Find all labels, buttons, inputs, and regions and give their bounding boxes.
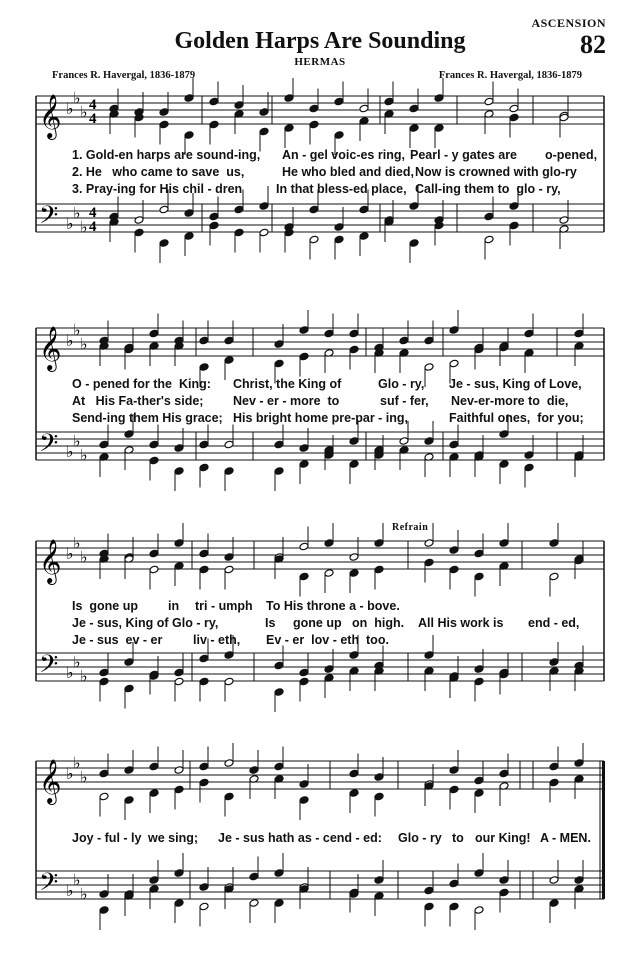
note-head	[509, 104, 519, 113]
treble-clef-icon: 𝄞	[39, 326, 62, 370]
note-head	[359, 205, 369, 214]
note-head	[499, 539, 509, 548]
note-head	[449, 440, 459, 449]
lyric-phrase: His bright home pre-par - ing,	[233, 411, 409, 425]
lyric-phrase: 2. He who came to save us,	[72, 165, 245, 179]
note-head	[309, 235, 319, 244]
flat-icon: ♭	[80, 666, 88, 686]
note-head	[399, 336, 409, 345]
note-head	[99, 677, 109, 686]
note-head	[359, 232, 369, 241]
lyric-phrase: Send-ing them His grace;	[72, 411, 223, 425]
note-head	[224, 677, 234, 686]
note-head	[124, 796, 134, 805]
note-head	[349, 329, 359, 338]
note-head	[424, 902, 434, 911]
note-head	[299, 326, 309, 335]
lyric-phrase: Is gone up	[72, 599, 138, 613]
lyric-phrase: Now is crowned with glo-ry	[415, 165, 577, 179]
note-head	[199, 549, 209, 558]
note-head	[474, 572, 484, 581]
lyric-phrase: on high.	[352, 616, 405, 630]
note-head	[449, 902, 459, 911]
note-head	[174, 444, 184, 453]
flat-icon: ♭	[80, 547, 88, 567]
note-head	[549, 762, 559, 771]
note-head	[424, 437, 434, 446]
lyric-phrase: A - MEN.	[540, 831, 591, 845]
tune-name: HERMAS	[294, 56, 346, 68]
note-head	[549, 876, 559, 885]
note-head	[274, 899, 284, 908]
note-head	[574, 759, 584, 768]
note-head	[524, 451, 534, 460]
note-head	[174, 869, 184, 878]
note-head	[374, 539, 384, 548]
lyric-phrase: Glo - ry	[398, 831, 442, 845]
note-head	[559, 216, 569, 225]
note-head	[274, 440, 284, 449]
note-head	[159, 239, 169, 248]
note-head	[99, 440, 109, 449]
note-head	[399, 437, 409, 446]
note-head	[374, 876, 384, 885]
note-head	[299, 444, 309, 453]
note-head	[309, 104, 319, 113]
note-head	[284, 124, 294, 133]
note-head	[424, 539, 434, 548]
note-head	[209, 97, 219, 106]
note-head	[474, 869, 484, 878]
note-head	[249, 899, 259, 908]
flat-icon: ♭	[73, 320, 81, 340]
note-head	[224, 792, 234, 801]
flat-icon: ♭	[73, 431, 81, 451]
bass-clef-icon: 𝄢	[39, 201, 59, 236]
note-head	[199, 565, 209, 574]
note-head	[474, 906, 484, 915]
lyric-line-s1-v1	[0, 148, 640, 163]
note-head	[99, 890, 109, 899]
note-head	[149, 762, 159, 771]
note-head	[499, 460, 509, 469]
note-head	[349, 553, 359, 562]
note-head	[484, 235, 494, 244]
note-head	[574, 329, 584, 338]
flat-icon: ♭	[73, 203, 81, 223]
time-signature: 4	[89, 219, 97, 235]
note-head	[224, 356, 234, 365]
lyric-line-s4-v1	[0, 831, 640, 846]
lyric-phrase: gone up	[293, 616, 342, 630]
note-head	[509, 202, 519, 211]
time-signature: 4	[89, 205, 97, 221]
note-head	[424, 886, 434, 895]
lyric-phrase: 1. Gold-en harps are sound-ing,	[72, 148, 261, 162]
lyric-line-s2-v1	[0, 377, 640, 392]
note-head	[409, 124, 419, 133]
note-head	[224, 467, 234, 476]
note-head	[299, 668, 309, 677]
flat-icon: ♭	[73, 753, 81, 773]
note-head	[124, 430, 134, 439]
final-barline-thick	[602, 761, 605, 899]
note-head	[199, 762, 209, 771]
lyric-line-s3-v1	[0, 599, 640, 614]
note-head	[449, 546, 459, 555]
note-head	[349, 569, 359, 578]
flat-icon: ♭	[80, 884, 88, 904]
note-head	[234, 101, 244, 110]
note-head	[299, 542, 309, 551]
note-head	[224, 440, 234, 449]
note-head	[159, 108, 169, 117]
note-head	[134, 228, 144, 237]
note-head	[449, 565, 459, 574]
note-head	[474, 789, 484, 798]
lyric-line-s1-v2	[0, 165, 640, 180]
note-head	[434, 94, 444, 103]
note-head	[474, 665, 484, 674]
note-head	[149, 456, 159, 465]
treble-clef-icon: 𝄞	[39, 759, 62, 803]
note-head	[224, 565, 234, 574]
note-head	[424, 363, 434, 372]
note-head	[234, 205, 244, 214]
note-head	[234, 228, 244, 237]
note-head	[499, 888, 509, 897]
note-head	[99, 769, 109, 778]
note-head	[174, 677, 184, 686]
note-head	[449, 879, 459, 888]
lyric-phrase: Nev-er-more to die,	[451, 394, 569, 408]
note-head	[484, 212, 494, 221]
flat-icon: ♭	[66, 544, 74, 563]
note-head	[199, 336, 209, 345]
note-head	[499, 769, 509, 778]
hymn-title: Golden Harps Are Sounding	[174, 28, 466, 54]
note-head	[349, 437, 359, 446]
note-head	[374, 773, 384, 782]
note-head	[224, 336, 234, 345]
note-head	[274, 688, 284, 697]
note-head	[124, 684, 134, 693]
note-head	[374, 792, 384, 801]
lyric-phrase: Faithful ones, for you;	[449, 411, 584, 425]
flat-icon: ♭	[80, 334, 88, 354]
note-head	[384, 97, 394, 106]
lyric-phrase: Je - sus, King of Love,	[449, 377, 582, 391]
note-head	[549, 539, 559, 548]
note-head	[334, 97, 344, 106]
flat-icon: ♭	[66, 99, 74, 118]
flat-icon: ♭	[66, 663, 74, 682]
note-head	[124, 658, 134, 667]
note-head	[524, 329, 534, 338]
note-head	[209, 120, 219, 129]
note-head	[449, 766, 459, 775]
note-head	[299, 677, 309, 686]
bass-clef-icon: 𝄢	[39, 868, 59, 903]
note-head	[409, 202, 419, 211]
lyric-line-s2-v3	[0, 411, 640, 426]
note-head	[224, 651, 234, 660]
note-head	[199, 778, 209, 787]
lyric-phrase: Je - sus ev - er	[72, 633, 163, 647]
note-head	[334, 235, 344, 244]
note-head	[409, 104, 419, 113]
note-head	[174, 668, 184, 677]
note-head	[99, 792, 109, 801]
note-head	[349, 769, 359, 778]
note-head	[274, 340, 284, 349]
lyric-phrase: suf - fer,	[380, 394, 429, 408]
lyric-phrase: He who bled and died,	[282, 165, 414, 179]
flat-icon: ♭	[73, 88, 81, 108]
lyric-phrase: In that bless-ed place,	[276, 182, 407, 196]
note-head	[299, 352, 309, 361]
note-head	[334, 223, 344, 232]
note-head	[99, 668, 109, 677]
note-head	[474, 677, 484, 686]
note-head	[324, 329, 334, 338]
note-head	[299, 572, 309, 581]
note-head	[284, 94, 294, 103]
note-head	[309, 120, 319, 129]
note-head	[184, 131, 194, 140]
note-head	[449, 785, 459, 794]
lyric-phrase: tri - umph	[195, 599, 253, 613]
flat-icon: ♭	[66, 442, 74, 461]
note-head	[574, 876, 584, 885]
note-head	[449, 359, 459, 368]
note-head	[424, 651, 434, 660]
lyric-phrase: Call-ing them to glo - ry,	[415, 182, 561, 196]
note-head	[184, 209, 194, 218]
note-head	[324, 665, 334, 674]
note-head	[99, 906, 109, 915]
note-head	[299, 460, 309, 469]
note-head	[249, 766, 259, 775]
note-head	[424, 558, 434, 567]
flat-icon: ♭	[80, 217, 88, 237]
note-head	[209, 221, 219, 230]
note-head	[309, 205, 319, 214]
treble-clef-icon: 𝄞	[39, 539, 62, 583]
lyric-phrase: in	[168, 599, 180, 613]
lyric-phrase: Joy - ful - ly	[72, 831, 142, 845]
note-head	[424, 336, 434, 345]
refrain-label: Refrain	[392, 522, 429, 533]
note-head	[299, 796, 309, 805]
note-head	[524, 463, 534, 472]
note-head	[474, 776, 484, 785]
lyric-phrase: Je - sus, King of Glo - ry,	[72, 616, 219, 630]
lyric-phrase: we sing;	[148, 831, 199, 845]
note-head	[274, 661, 284, 670]
note-head	[199, 463, 209, 472]
lyric-phrase: To His throne a - bove.	[266, 599, 400, 613]
note-head	[274, 359, 284, 368]
flat-icon: ♭	[66, 214, 74, 233]
lyric-phrase: O - pened for the King:	[72, 377, 211, 391]
lyric-line-s3-v3	[0, 633, 640, 648]
note-head	[474, 549, 484, 558]
lyric-phrase: Glo - ry,	[378, 377, 425, 391]
note-head	[349, 345, 359, 354]
flat-icon: ♭	[66, 881, 74, 900]
section-label: ASCENSION	[531, 16, 606, 30]
note-head	[349, 789, 359, 798]
note-head	[509, 221, 519, 230]
note-head	[484, 97, 494, 106]
note-head	[499, 876, 509, 885]
flat-icon: ♭	[66, 331, 74, 350]
time-signature: 4	[89, 97, 97, 113]
note-head	[199, 654, 209, 663]
note-head	[509, 113, 519, 122]
note-head	[149, 549, 159, 558]
note-head	[259, 127, 269, 136]
note-head	[199, 883, 209, 892]
note-head	[349, 460, 359, 469]
note-head	[149, 789, 159, 798]
note-head	[249, 872, 259, 881]
flat-icon: ♭	[73, 652, 81, 672]
note-head	[334, 131, 344, 140]
note-head	[549, 572, 559, 581]
note-head	[549, 658, 559, 667]
note-head	[199, 363, 209, 372]
note-head	[174, 467, 184, 476]
lyric-phrase: All His work is	[418, 616, 504, 630]
note-head	[124, 766, 134, 775]
flat-icon: ♭	[73, 533, 81, 553]
lyric-phrase: our King!	[475, 831, 531, 845]
note-head	[274, 762, 284, 771]
note-head	[549, 778, 559, 787]
hymn-number: 82	[580, 30, 606, 59]
note-head	[499, 430, 509, 439]
flat-icon: ♭	[73, 870, 81, 890]
music-credit: Frances R. Havergal, 1836-1879	[438, 70, 582, 81]
lyric-phrase: 3. Pray-ing for His chil - dren	[72, 182, 243, 196]
note-head	[299, 780, 309, 789]
flat-icon: ♭	[80, 767, 88, 787]
note-head	[149, 440, 159, 449]
note-head	[134, 216, 144, 225]
note-head	[349, 651, 359, 660]
words-credit: Frances R. Havergal, 1836-1879	[52, 70, 196, 81]
note-head	[199, 677, 209, 686]
note-head	[324, 539, 334, 548]
note-head	[174, 899, 184, 908]
bass-clef-icon: 𝄢	[39, 650, 59, 685]
lyric-phrase: o-pened,	[545, 148, 598, 162]
note-head	[209, 212, 219, 221]
lyric-phrase: Je - sus hath as - cend - ed:	[218, 831, 382, 845]
note-head	[224, 759, 234, 768]
lyric-phrase: At His Fa-ther's side;	[72, 394, 204, 408]
lyric-phrase: Pearl - y gates are	[410, 148, 518, 162]
note-head	[434, 124, 444, 133]
note-head	[274, 467, 284, 476]
lyric-phrase: end - ed,	[528, 616, 580, 630]
note-head	[184, 94, 194, 103]
note-head	[174, 539, 184, 548]
lyric-line-s2-v2	[0, 394, 640, 409]
note-head	[549, 899, 559, 908]
note-head	[174, 766, 184, 775]
bass-clef-icon: 𝄢	[39, 429, 59, 464]
note-head	[374, 565, 384, 574]
treble-clef-icon: 𝄞	[39, 94, 62, 138]
note-head	[274, 869, 284, 878]
lyric-phrase: Ev - er lov - eth too.	[266, 633, 389, 647]
note-head	[199, 902, 209, 911]
lyric-phrase: An - gel voic-es ring,	[282, 148, 405, 162]
note-head	[159, 120, 169, 129]
note-head	[159, 205, 169, 214]
flat-icon: ♭	[80, 445, 88, 465]
note-head	[149, 876, 159, 885]
note-head	[184, 232, 194, 241]
flat-icon: ♭	[80, 102, 88, 122]
note-head	[259, 202, 269, 211]
flat-icon: ♭	[66, 764, 74, 783]
note-head	[259, 228, 269, 237]
lyric-phrase: Christ, the King of	[233, 377, 342, 391]
note-head	[174, 785, 184, 794]
note-head	[224, 553, 234, 562]
note-head	[149, 329, 159, 338]
note-head	[149, 565, 159, 574]
lyric-phrase: to	[452, 831, 464, 845]
lyric-line-s1-v3	[0, 182, 640, 197]
lyric-phrase: Nev - er - more to	[233, 394, 340, 408]
note-head	[449, 326, 459, 335]
lyric-phrase: liv - eth,	[193, 633, 241, 647]
note-head	[259, 108, 269, 117]
time-signature: 4	[89, 111, 97, 127]
note-head	[324, 569, 334, 578]
note-head	[199, 440, 209, 449]
note-head	[359, 104, 369, 113]
lyric-line-s3-v2	[0, 616, 640, 631]
lyric-phrase: Is	[265, 616, 276, 630]
note-head	[409, 239, 419, 248]
